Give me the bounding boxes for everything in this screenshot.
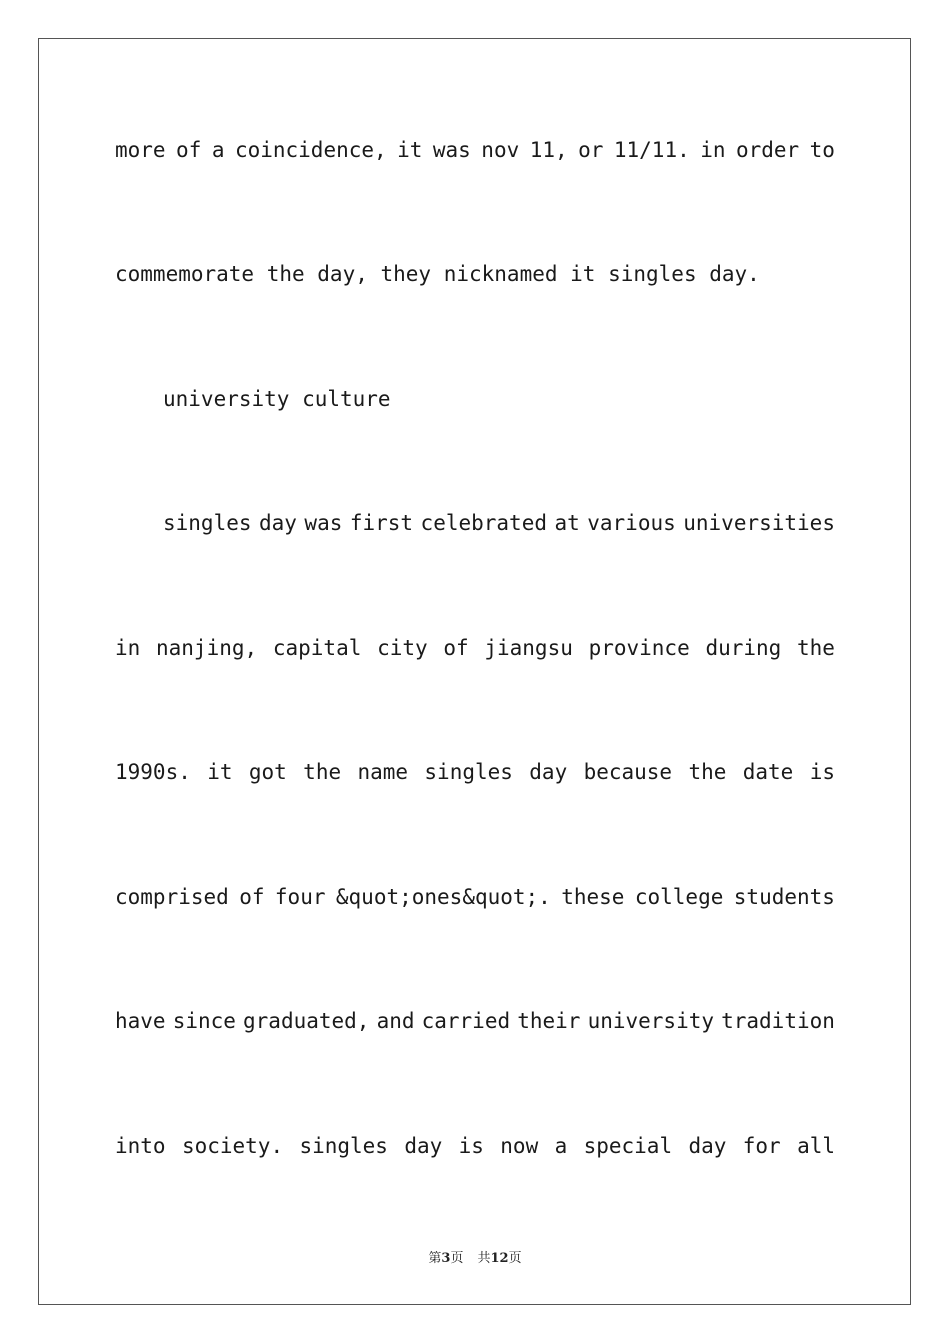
- text-line-9: [115, 1132, 835, 1160]
- word: university: [587, 1009, 714, 1033]
- page-prefix: 第: [428, 1251, 442, 1266]
- word: universities: [683, 511, 835, 535]
- word: singles: [299, 1134, 388, 1158]
- word: college: [634, 885, 724, 909]
- word: 11,: [529, 138, 568, 162]
- text-line-5: [115, 634, 835, 662]
- word: four: [274, 885, 326, 909]
- text-line-1: [115, 136, 835, 164]
- word: since: [172, 1009, 236, 1033]
- word: or: [578, 138, 604, 162]
- section-heading: university culture: [163, 387, 391, 411]
- word: the: [303, 760, 342, 784]
- page-suffix: 页: [450, 1251, 464, 1266]
- word: in: [115, 636, 141, 660]
- word: jiangsu: [484, 636, 573, 660]
- page-footer: [0, 1247, 950, 1266]
- word: during: [705, 636, 782, 660]
- word: their: [517, 1009, 581, 1033]
- word: carried: [421, 1009, 511, 1033]
- word: because: [583, 760, 673, 784]
- word: date: [742, 760, 794, 784]
- word: is: [458, 1134, 484, 1158]
- word: coincidence,: [234, 138, 387, 162]
- word: special: [583, 1134, 673, 1158]
- word: more: [115, 138, 166, 162]
- word: graduated,: [243, 1009, 370, 1033]
- word: to: [809, 138, 835, 162]
- word: is: [809, 760, 835, 784]
- text-line-6: [115, 758, 835, 786]
- word: now: [500, 1134, 539, 1158]
- word: &quot;ones&quot;.: [335, 885, 551, 909]
- word: various: [587, 511, 676, 535]
- word: day: [529, 760, 568, 784]
- word: these: [561, 885, 625, 909]
- word: of: [239, 885, 265, 909]
- word: it: [397, 138, 423, 162]
- word: got: [248, 760, 287, 784]
- text-line-2: commemorate the day, they nicknamed it singles day.: [115, 262, 760, 286]
- word: 1990s.: [115, 760, 191, 784]
- word: was: [304, 511, 343, 535]
- word: it: [207, 760, 233, 784]
- word: students: [733, 885, 835, 909]
- total-suffix: 页: [508, 1251, 522, 1266]
- word: the: [688, 760, 727, 784]
- word: order: [735, 138, 800, 162]
- word: of: [443, 636, 469, 660]
- word: celebrated: [420, 511, 547, 535]
- word: was: [432, 138, 471, 162]
- word: comprised: [115, 885, 229, 909]
- word: in: [700, 138, 726, 162]
- word: the: [797, 636, 835, 660]
- total-page-number: 12: [490, 1251, 509, 1266]
- word: 11/11.: [613, 138, 690, 162]
- word: all: [797, 1134, 835, 1158]
- word: nov: [481, 138, 520, 162]
- current-page-number: 3: [441, 1251, 451, 1266]
- word: and: [376, 1009, 415, 1033]
- word: day: [688, 1134, 727, 1158]
- word: city: [377, 636, 428, 660]
- word: society.: [181, 1134, 284, 1158]
- word: day: [404, 1134, 443, 1158]
- word: first: [349, 511, 414, 535]
- word: a: [554, 1134, 568, 1158]
- word: day: [259, 511, 297, 535]
- page-border: [38, 38, 911, 1305]
- word: into: [115, 1134, 166, 1158]
- word: of: [176, 138, 202, 162]
- text-line-8: [115, 1007, 835, 1035]
- total-prefix: 共: [477, 1251, 491, 1266]
- word: singles: [163, 511, 252, 535]
- word: have: [115, 1009, 166, 1033]
- text-line-7: [115, 883, 835, 911]
- word: name: [357, 760, 409, 784]
- word: a: [211, 138, 225, 162]
- word: nanjing,: [156, 636, 258, 660]
- word: singles: [424, 760, 513, 784]
- word: for: [742, 1134, 781, 1158]
- word: province: [588, 636, 690, 660]
- text-line-4: [115, 509, 835, 537]
- word: at: [554, 511, 580, 535]
- word: capital: [272, 636, 362, 660]
- word: tradition: [721, 1009, 835, 1033]
